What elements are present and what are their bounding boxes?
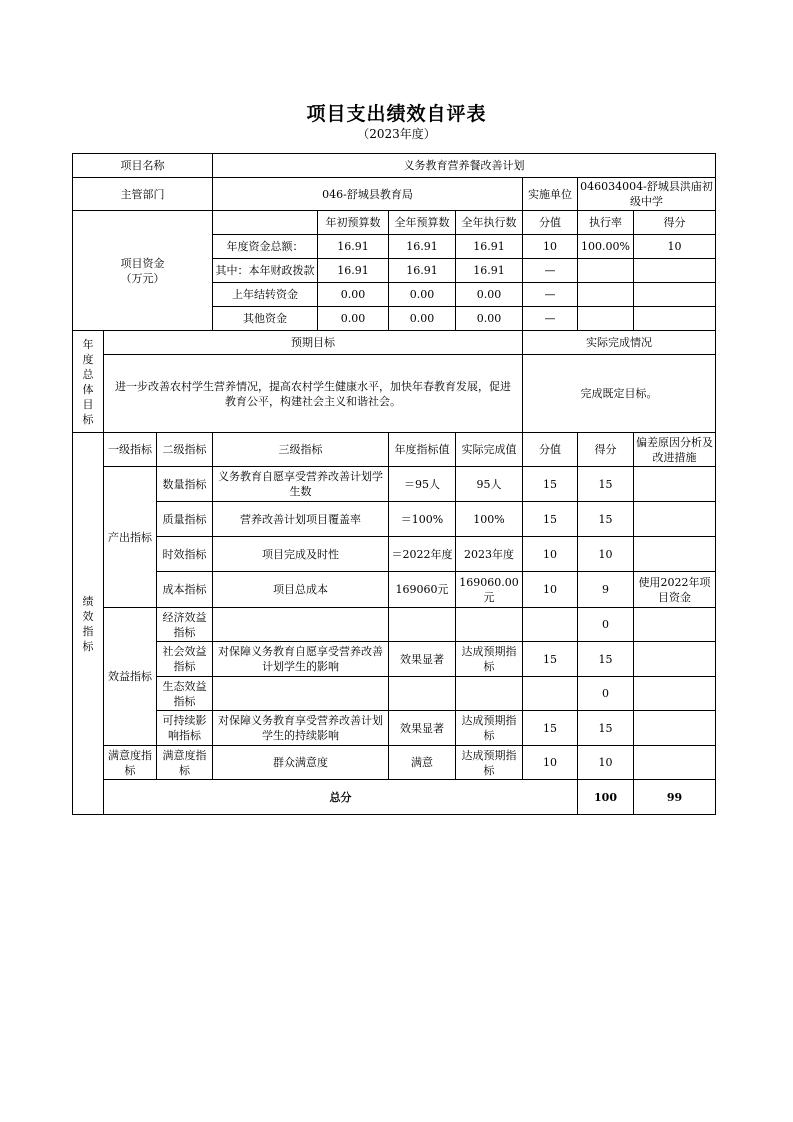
- perf-header-cell: 偏差原因分析及改进措施: [634, 433, 716, 467]
- level2-cell: 数量指标: [157, 467, 213, 502]
- got-cell: 15: [578, 467, 634, 502]
- actual-cell: 达成预期指标: [456, 711, 523, 746]
- page-subtitle: （2023年度）: [357, 127, 436, 141]
- performance-header-row: [73, 433, 716, 467]
- actual-cell: 95人: [456, 467, 523, 502]
- score-cell: 15: [523, 502, 578, 537]
- score-cell: 10: [523, 746, 578, 780]
- page-title: 项目支出绩效自评表: [306, 103, 487, 125]
- level3-cell: 义务教育自愿享受营养改善计划学生数: [213, 467, 389, 502]
- reason-cell: [634, 642, 716, 677]
- funds-row-label: 其中：本年财政拨款: [213, 259, 318, 283]
- funds-cell: 0.00: [456, 307, 523, 331]
- got-cell: 15: [578, 502, 634, 537]
- department-label: 主管部门: [73, 178, 213, 211]
- level1-satisfaction: 满意度指标: [104, 746, 157, 780]
- got-cell: 10: [578, 537, 634, 572]
- expected-goal-text: 进一步改善农村学生营养情况，提高农村学生健康水平，加快年春教育发展，促进教育公平，构建社会主义和谐社会。: [104, 355, 523, 433]
- level2-cell: 满意度指标: [157, 746, 213, 780]
- got-cell: 9: [578, 572, 634, 608]
- target-cell: 效果显著: [389, 711, 456, 746]
- funds-header-row: [73, 211, 716, 235]
- level1-benefit: 效益指标: [104, 608, 157, 746]
- funds-cell: 10: [523, 235, 578, 259]
- funds-cell: 16.91: [318, 259, 389, 283]
- actual-cell: [456, 677, 523, 711]
- got-cell: 10: [578, 746, 634, 780]
- funds-cell: 16.91: [389, 259, 456, 283]
- got-cell: 0: [578, 608, 634, 642]
- indicator-row: [73, 642, 716, 677]
- score-cell: 15: [523, 711, 578, 746]
- unit-value: 046034004-舒城县洪庙初级中学: [578, 178, 716, 211]
- expected-goal-header: 预期目标: [104, 331, 523, 355]
- project-name-label: 项目名称: [73, 154, 213, 178]
- annual-goal-label: [73, 331, 104, 433]
- level2-cell: 成本指标: [157, 572, 213, 608]
- funds-header-cell: 全年执行数: [456, 211, 523, 235]
- total-got: 99: [634, 780, 716, 815]
- funds-row-label: 年度资金总额：: [213, 235, 318, 259]
- funds-cell: 16.91: [456, 235, 523, 259]
- level2-cell: 生态效益指标: [157, 677, 213, 711]
- total-row: [73, 780, 716, 815]
- score-cell: 10: [523, 572, 578, 608]
- target-cell: [389, 608, 456, 642]
- target-cell: ＝95人: [389, 467, 456, 502]
- target-cell: ＝2022年度: [389, 537, 456, 572]
- funds-cell: —: [523, 283, 578, 307]
- reason-cell: [634, 746, 716, 780]
- actual-cell: [456, 608, 523, 642]
- actual-cell: 2023年度: [456, 537, 523, 572]
- perf-header-cell: 分值: [523, 433, 578, 467]
- unit-label: 实施单位: [523, 178, 578, 211]
- department-row: [73, 178, 716, 211]
- indicator-row: [73, 572, 716, 608]
- performance-label-text: 绩效指标: [82, 594, 94, 653]
- funds-header-blank: [213, 211, 318, 235]
- score-cell: 15: [523, 642, 578, 677]
- project-name-row: [73, 154, 716, 178]
- level2-cell: 社会效益指标: [157, 642, 213, 677]
- actual-completion-header: 实际完成情况: [523, 331, 716, 355]
- target-cell: 效果显著: [389, 642, 456, 677]
- target-cell: 满意: [389, 746, 456, 780]
- funds-label: [73, 211, 213, 331]
- project-name-value: 义务教育营养餐改善计划: [213, 154, 716, 178]
- funds-cell: 0.00: [318, 283, 389, 307]
- score-cell: [523, 677, 578, 711]
- actual-cell: 169060.00元: [456, 572, 523, 608]
- perf-header-cell: 一级指标: [104, 433, 157, 467]
- funds-cell: —: [523, 307, 578, 331]
- funds-cell: [634, 307, 716, 331]
- indicator-row: [73, 677, 716, 711]
- funds-cell: 16.91: [389, 235, 456, 259]
- perf-header-cell: 三级指标: [213, 433, 389, 467]
- perf-header-cell: 得分: [578, 433, 634, 467]
- level2-cell: 时效指标: [157, 537, 213, 572]
- total-label: 总分: [104, 780, 578, 815]
- funds-cell: [634, 259, 716, 283]
- reason-cell: [634, 711, 716, 746]
- level2-cell: 经济效益指标: [157, 608, 213, 642]
- indicator-row: [73, 608, 716, 642]
- department-value: 046-舒城县教育局: [213, 178, 523, 211]
- funds-cell: 0.00: [318, 307, 389, 331]
- reason-cell: [634, 502, 716, 537]
- performance-label: [73, 433, 104, 815]
- level2-cell: 质量指标: [157, 502, 213, 537]
- funds-cell: [634, 283, 716, 307]
- funds-cell: 0.00: [456, 283, 523, 307]
- level3-cell: 对保障义务教育享受营养改善计划学生的持续影响: [213, 711, 389, 746]
- level3-cell: 营养改善计划项目覆盖率: [213, 502, 389, 537]
- score-cell: [523, 608, 578, 642]
- actual-cell: 达成预期指标: [456, 642, 523, 677]
- funds-cell: [578, 259, 634, 283]
- got-cell: 15: [578, 711, 634, 746]
- actual-completion-text: 完成既定目标。: [523, 355, 716, 433]
- reason-cell: 使用2022年项目资金: [634, 572, 716, 608]
- indicator-row: [73, 746, 716, 780]
- annual-goal-label-text: 年度总体目标: [82, 337, 94, 426]
- funds-label-text: 项目资金（万元）: [120, 256, 165, 285]
- indicator-row: [73, 502, 716, 537]
- funds-header-cell: 执行率: [578, 211, 634, 235]
- indicator-row: [73, 537, 716, 572]
- level2-cell: 可持续影响指标: [157, 711, 213, 746]
- reason-cell: [634, 608, 716, 642]
- level3-cell: 群众满意度: [213, 746, 389, 780]
- score-cell: 15: [523, 467, 578, 502]
- perf-header-cell: 二级指标: [157, 433, 213, 467]
- got-cell: 15: [578, 642, 634, 677]
- level3-cell: 项目总成本: [213, 572, 389, 608]
- funds-cell: 0.00: [389, 307, 456, 331]
- level3-cell: [213, 608, 389, 642]
- funds-row-label: 上年结转资金: [213, 283, 318, 307]
- funds-header-cell: 年初预算数: [318, 211, 389, 235]
- reason-cell: [634, 677, 716, 711]
- level1-output: 产出指标: [104, 467, 157, 608]
- funds-cell: 0.00: [389, 283, 456, 307]
- got-cell: 0: [578, 677, 634, 711]
- actual-cell: 100%: [456, 502, 523, 537]
- indicator-row: [73, 711, 716, 746]
- funds-cell: 10: [634, 235, 716, 259]
- funds-header-cell: 得分: [634, 211, 716, 235]
- score-cell: 10: [523, 537, 578, 572]
- target-cell: 169060元: [389, 572, 456, 608]
- target-cell: [389, 677, 456, 711]
- funds-cell: [578, 307, 634, 331]
- funds-header-cell: 全年预算数: [389, 211, 456, 235]
- funds-cell: —: [523, 259, 578, 283]
- annual-goal-header-row: [73, 331, 716, 355]
- funds-cell: [578, 283, 634, 307]
- funds-row-label: 其他资金: [213, 307, 318, 331]
- total-score: 100: [578, 780, 634, 815]
- reason-cell: [634, 537, 716, 572]
- funds-header-cell: 分值: [523, 211, 578, 235]
- level3-cell: [213, 677, 389, 711]
- funds-cell: 100.00%: [578, 235, 634, 259]
- perf-header-cell: 年度指标值: [389, 433, 456, 467]
- level3-cell: 项目完成及时性: [213, 537, 389, 572]
- reason-cell: [634, 467, 716, 502]
- level3-cell: 对保障义务教育自愿享受营养改善计划学生的影响: [213, 642, 389, 677]
- indicator-row: [73, 467, 716, 502]
- target-cell: ＝100%: [389, 502, 456, 537]
- funds-cell: 16.91: [456, 259, 523, 283]
- actual-cell: 达成预期指标: [456, 746, 523, 780]
- perf-header-cell: 实际完成值: [456, 433, 523, 467]
- evaluation-table: [72, 153, 716, 815]
- funds-cell: 16.91: [318, 235, 389, 259]
- annual-goal-row: [73, 355, 716, 433]
